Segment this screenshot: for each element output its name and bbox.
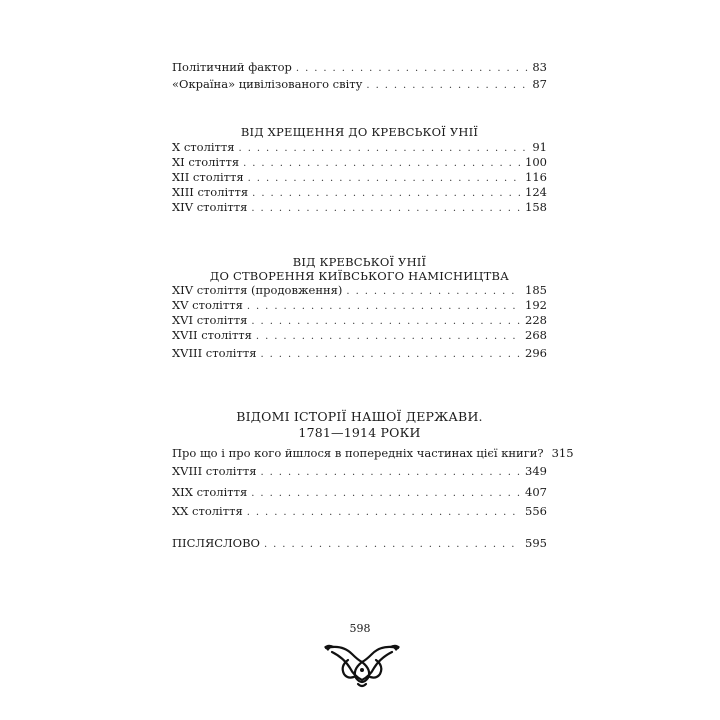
toc-entry-label: ХІІ століття — [172, 170, 244, 184]
toc-entry-label: XVIII століття — [172, 346, 257, 360]
section-heading-line: ВІД ХРЕЩЕННЯ ДО КРЕВСЬКОЇ УНІЇ — [240, 125, 479, 139]
toc-entry-label: «Окраїна» цивілізованого світу — [172, 77, 363, 91]
leader-dots — [260, 346, 521, 364]
toc-entry — [172, 326, 547, 344]
toc-entry-page: 124 — [525, 185, 547, 199]
toc-entry-page: 158 — [525, 200, 547, 214]
toc-entry-label: Х століття — [172, 140, 235, 154]
toc-entry-label: XVI століття — [172, 313, 248, 327]
toc-entry-afterword — [172, 534, 547, 552]
toc-entry-label: XIX століття — [172, 485, 248, 499]
toc-entry-label: XIV століття — [172, 200, 248, 214]
section-heading-line: ВІД КРЕВСЬКОЇ УНІЇ — [292, 255, 427, 269]
toc-entry-page: 407 — [525, 485, 547, 499]
leader-dots — [247, 504, 521, 522]
toc-entry-page: 349 — [525, 464, 547, 478]
toc-entry-page: 556 — [525, 504, 547, 518]
toc-entry-page: 91 — [532, 140, 547, 154]
section-heading-line: ДО СТВОРЕННЯ КИЇВСЬКОГО НАМІСНИЦТВА — [209, 269, 510, 283]
toc-entry-page: 192 — [525, 298, 547, 312]
toc-entry-page: 268 — [525, 328, 547, 342]
section-heading-line: ВІДОМІ ІСТОРІЇ НАШОЇ ДЕРЖАВИ. — [236, 409, 483, 424]
section-heading-line: 1781—1914 РОКИ — [298, 425, 421, 440]
section-heading — [172, 125, 547, 139]
toc-entry-page: 228 — [525, 313, 547, 327]
toc-entry-label: ХІ століття — [172, 155, 240, 169]
toc-entry-label: XVII століття — [172, 328, 252, 342]
toc-entry-page: 87 — [532, 77, 547, 91]
toc-entry-page: 83 — [532, 60, 547, 74]
leader-dots — [251, 485, 521, 503]
toc-entry-page: 185 — [525, 283, 547, 297]
toc-entry-label: XX століття — [172, 504, 243, 518]
toc-entry — [172, 75, 547, 93]
toc-entry — [172, 344, 547, 362]
section-heading — [172, 409, 547, 441]
toc-entry — [172, 58, 547, 76]
toc-entry-label: ХІІІ століття — [172, 185, 249, 199]
toc-entry — [172, 502, 547, 520]
toc-entry — [172, 483, 547, 501]
toc-entry-label: XVIII століття — [172, 464, 257, 478]
toc-entry-label: XV століття — [172, 298, 243, 312]
toc-entry — [172, 198, 547, 216]
toc-entry-page: 296 — [525, 346, 547, 360]
toc-entry — [172, 462, 547, 480]
toc-entry-page: 116 — [525, 170, 547, 184]
toc-entry-label: Політичний фактор — [172, 60, 292, 74]
toc-entry-label: ПІСЛЯСЛОВО — [172, 536, 260, 550]
page-number: 598 — [349, 622, 371, 635]
section-heading — [172, 255, 547, 283]
celtic-knot-ornament-icon — [322, 640, 402, 690]
toc-entry-page: 315 — [551, 446, 574, 460]
leader-dots — [366, 77, 528, 95]
toc-entry-page: 595 — [525, 536, 547, 550]
leader-dots — [264, 536, 521, 554]
leader-dots — [251, 200, 521, 218]
toc-entry — [172, 444, 574, 462]
toc-entry-page: 100 — [525, 155, 547, 169]
toc-entry-label: XIV століття (продовження) — [172, 283, 343, 297]
leader-dots — [260, 464, 521, 482]
toc-entry-label: Про що і про кого йшлося в попередніх частинах цієї книги? — [172, 446, 544, 460]
